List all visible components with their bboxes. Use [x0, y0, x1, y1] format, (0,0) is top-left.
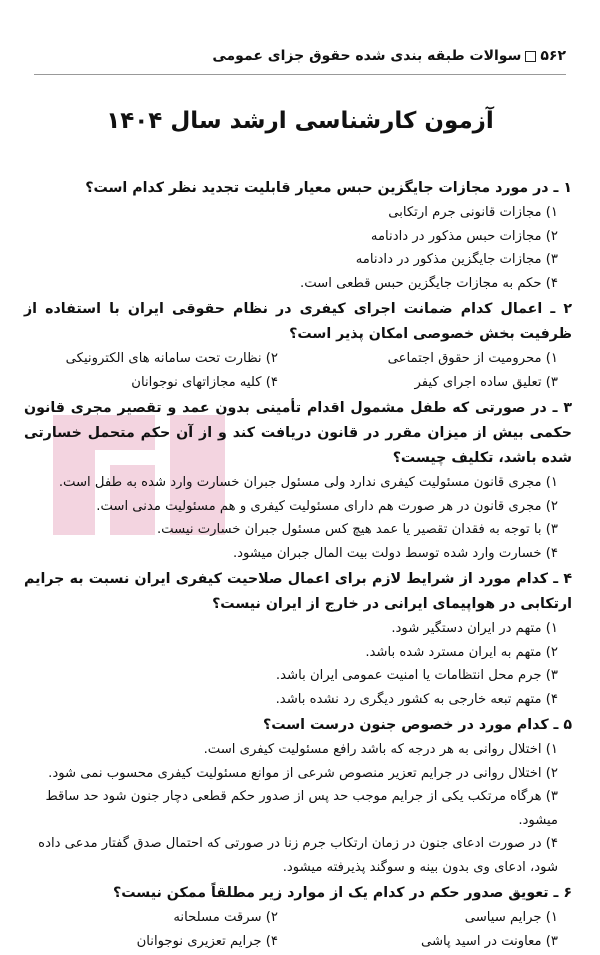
option: ۴) در صورت ادعای جنون در زمان ارتکاب جرم زنا در صورتی که احتمال صدق گفتار مدعی داده شود، ادعای وی بدون بینه و سوگند پذیرفته میشود. [38, 836, 558, 875]
question-6 [24, 881, 572, 953]
option: ۴) حکم به مجازات جایگزین حبس قطعی است. [300, 275, 558, 291]
question-text: ۴ ـ کدام مورد از شرایط لازم برای اعمال صلاحیت کیفری ایران نسبت به جرایم ارتکابی در هواپیمای ایرانی در خارج از ایران نیست؟ [24, 571, 572, 612]
book-title: سوالات طبقه بندی شده حقوق جزای عمومی [212, 48, 522, 64]
square-ornament-icon [525, 51, 536, 62]
option: ۳) تعلیق ساده اجرای کیفر [414, 374, 558, 390]
option: ۲) مجری قانون در هر صورت هم دارای مسئولیت کیفری و هم مسئولیت مدنی است. [96, 498, 558, 514]
question-2 [24, 297, 572, 394]
option: ۳) معاونت در اسید پاشی [420, 933, 558, 949]
option: ۴) خسارت وارد شده توسط دولت بیت المال جبران میشود. [232, 545, 558, 561]
question-4 [24, 567, 572, 711]
option: ۲) مجازات حبس مذکور در دادنامه [370, 228, 558, 244]
option: ۲) اختلال روانی در جرایم تعزیر منصوص شرعی از موانع مسئولیت کیفری محسوب نمی شود. [48, 765, 558, 781]
option: ۳) هرگاه مرتکب یکی از جرایم موجب حد پس از صدور حکم قطعی دچار جنون شود حد ساقط میشود. [45, 789, 558, 828]
option: ۳) با توجه به فقدان تقصیر یا عمد هیچ کس مسئول جبران خسارت نیست. [156, 522, 558, 537]
page-number: ۵۶۲ [540, 48, 566, 64]
options-row [24, 371, 572, 395]
option: ۲) متهم به ایران مسترد شده باشد. [365, 644, 558, 660]
option: ۱) مجازات قانونی جرم ارتکابی [388, 205, 558, 220]
option: ۱) محرومیت از حقوق اجتماعی [387, 351, 558, 366]
question-3 [24, 396, 572, 565]
option: ۱) متهم در ایران دستگیر شود. [391, 621, 558, 636]
option: ۲) سرقت مسلحانه [173, 910, 278, 925]
questions-list [24, 176, 572, 955]
question-text: ۵ ـ کدام مورد در خصوص جنون درست است؟ [262, 717, 572, 733]
option: ۴) کلیه مجازاتهای نوجوانان [131, 374, 278, 390]
options-row [24, 930, 572, 954]
header-divider [34, 74, 566, 75]
options-row [24, 347, 572, 371]
option: ۴) جرایم تعزیری نوجوانان [136, 933, 278, 949]
exam-title: آزمون کارشناسی ارشد سال ۱۴۰۴ [106, 108, 494, 134]
option: ۳) مجازات جایگزین مذکور در دادنامه [355, 252, 558, 267]
question-text: ۱ ـ در مورد مجازات جایگزین حبس معیار قابلیت تجدید نظر کدام است؟ [85, 180, 572, 196]
option: ۱) جرایم سیاسی [464, 910, 558, 925]
question-text: ۳ ـ در صورتی که طفل مشمول اقدام تأمینی بدون عمد و تقصیر مجری قانون حکمی بیش از میزان مقرر در قانون دریافت کند و از آن حکم متحمل خسارتی شده باشد، تکلیف چیست؟ [24, 400, 572, 466]
question-5 [24, 713, 572, 879]
running-header [34, 44, 566, 68]
question-1 [24, 176, 572, 295]
option: ۱) اختلال روانی به هر درجه که باشد رافع مسئولیت کیفری است. [203, 742, 558, 757]
options-row [24, 906, 572, 930]
option: ۴) متهم تبعه خارجی به کشور دیگری رد نشده باشد. [275, 691, 558, 707]
option: ۲) نظارت تحت سامانه های الکترونیکی [65, 351, 278, 366]
option: ۱) مجری قانون مسئولیت کیفری ندارد ولی مسئول جبران خسارت وارد شده به طفل است. [58, 475, 558, 490]
question-text: ۲ ـ اعمال کدام ضمانت اجرای کیفری در نظام حقوقی ایران با استفاده از ظرفیت بخش خصوصی امکان پذیر است؟ [24, 301, 572, 342]
option: ۳) جرم محل انتظامات یا امنیت عمومی ایران باشد. [275, 668, 558, 683]
question-text: ۶ ـ تعویق صدور حکم در کدام یک از موارد زیر مطلقاً ممکن نیست؟ [113, 885, 572, 901]
